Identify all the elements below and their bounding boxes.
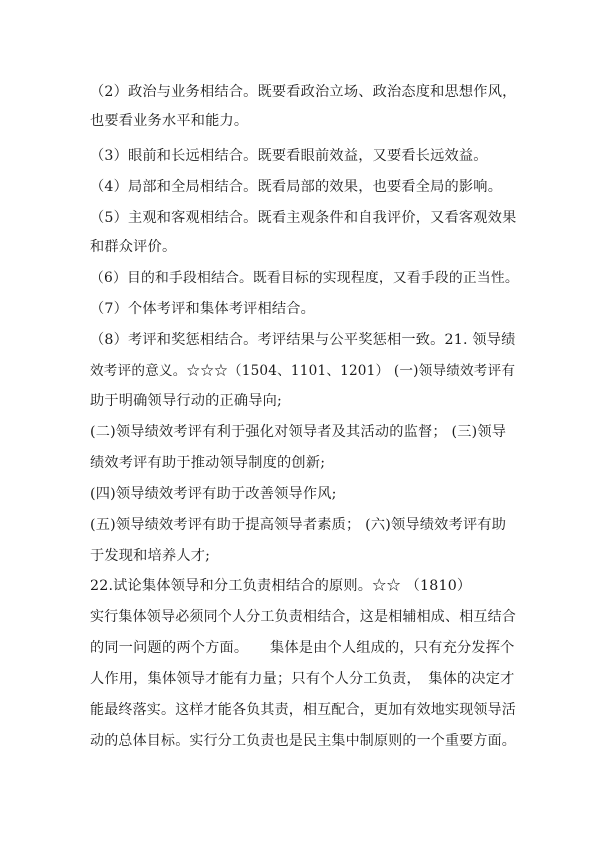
text-line: 和群众评价。	[90, 239, 177, 255]
text-line: （3）眼前和长远相结合。既要看眼前效益，又要看长远效益。	[90, 148, 488, 164]
text-line: (二)领导绩效考评有利于强化对领导者及其活动的监督； (三)领导	[90, 424, 507, 440]
text-line: 的同一问题的两个方面。 集体是由个人组成的，只有充分发挥个	[90, 640, 515, 656]
text-line: （4）局部和全局相结合。既看局部的效果，也要看全局的影响。	[90, 179, 503, 195]
text-line: 效考评的意义。☆☆☆（1504、1101、1201） (一)领导绩效考评有	[90, 363, 516, 379]
text-line: 绩效考评有助于推动领导制度的创新;	[90, 455, 326, 471]
text-line: 也要看业务水平和能力。	[90, 113, 249, 129]
text-line: 于发现和培养人才;	[90, 548, 211, 564]
text-line: （6）目的和手段相结合。既看目标的实现程度，又看手段的正当性。	[90, 270, 519, 286]
text-line: (四)领导绩效考评有助于改善领导作风;	[90, 486, 337, 502]
text-line: 能最终落实。这样才能各负其责，相互配合，更加有效地实现领导活	[90, 702, 516, 718]
text-line: 22.试论集体领导和分工负责相结合的原则。☆☆ （1810）	[90, 578, 472, 594]
text-line: （7）个体考评和集体考评相结合。	[90, 301, 316, 317]
text-line: 人作用，集体领导才能有力量；只有个人分工负责， 集体的决定才	[90, 671, 515, 687]
text-line: （2）政治与业务相结合。既要看政治立场、政治态度和思想作风，	[90, 84, 517, 100]
text-line: （5）主观和客观相结合。既看主观条件和自我评价，又看客观效果	[90, 210, 517, 226]
text-line: 助于明确领导行动的正确导向;	[90, 393, 283, 409]
text-line: （8）考评和奖惩相结合。考评结果与公平奖惩相一致。21. 领导绩	[90, 332, 516, 348]
text-line: 动的总体目标。实行分工负责也是民主集中制原则的一个重要方面。	[90, 733, 516, 749]
text-line: (五)领导绩效考评有助于提高领导者素质； (六)领导绩效考评有助	[90, 517, 507, 533]
text-line: 实行集体领导必须同个人分工负责相结合，这是相辅相成、相互结合	[90, 609, 516, 625]
